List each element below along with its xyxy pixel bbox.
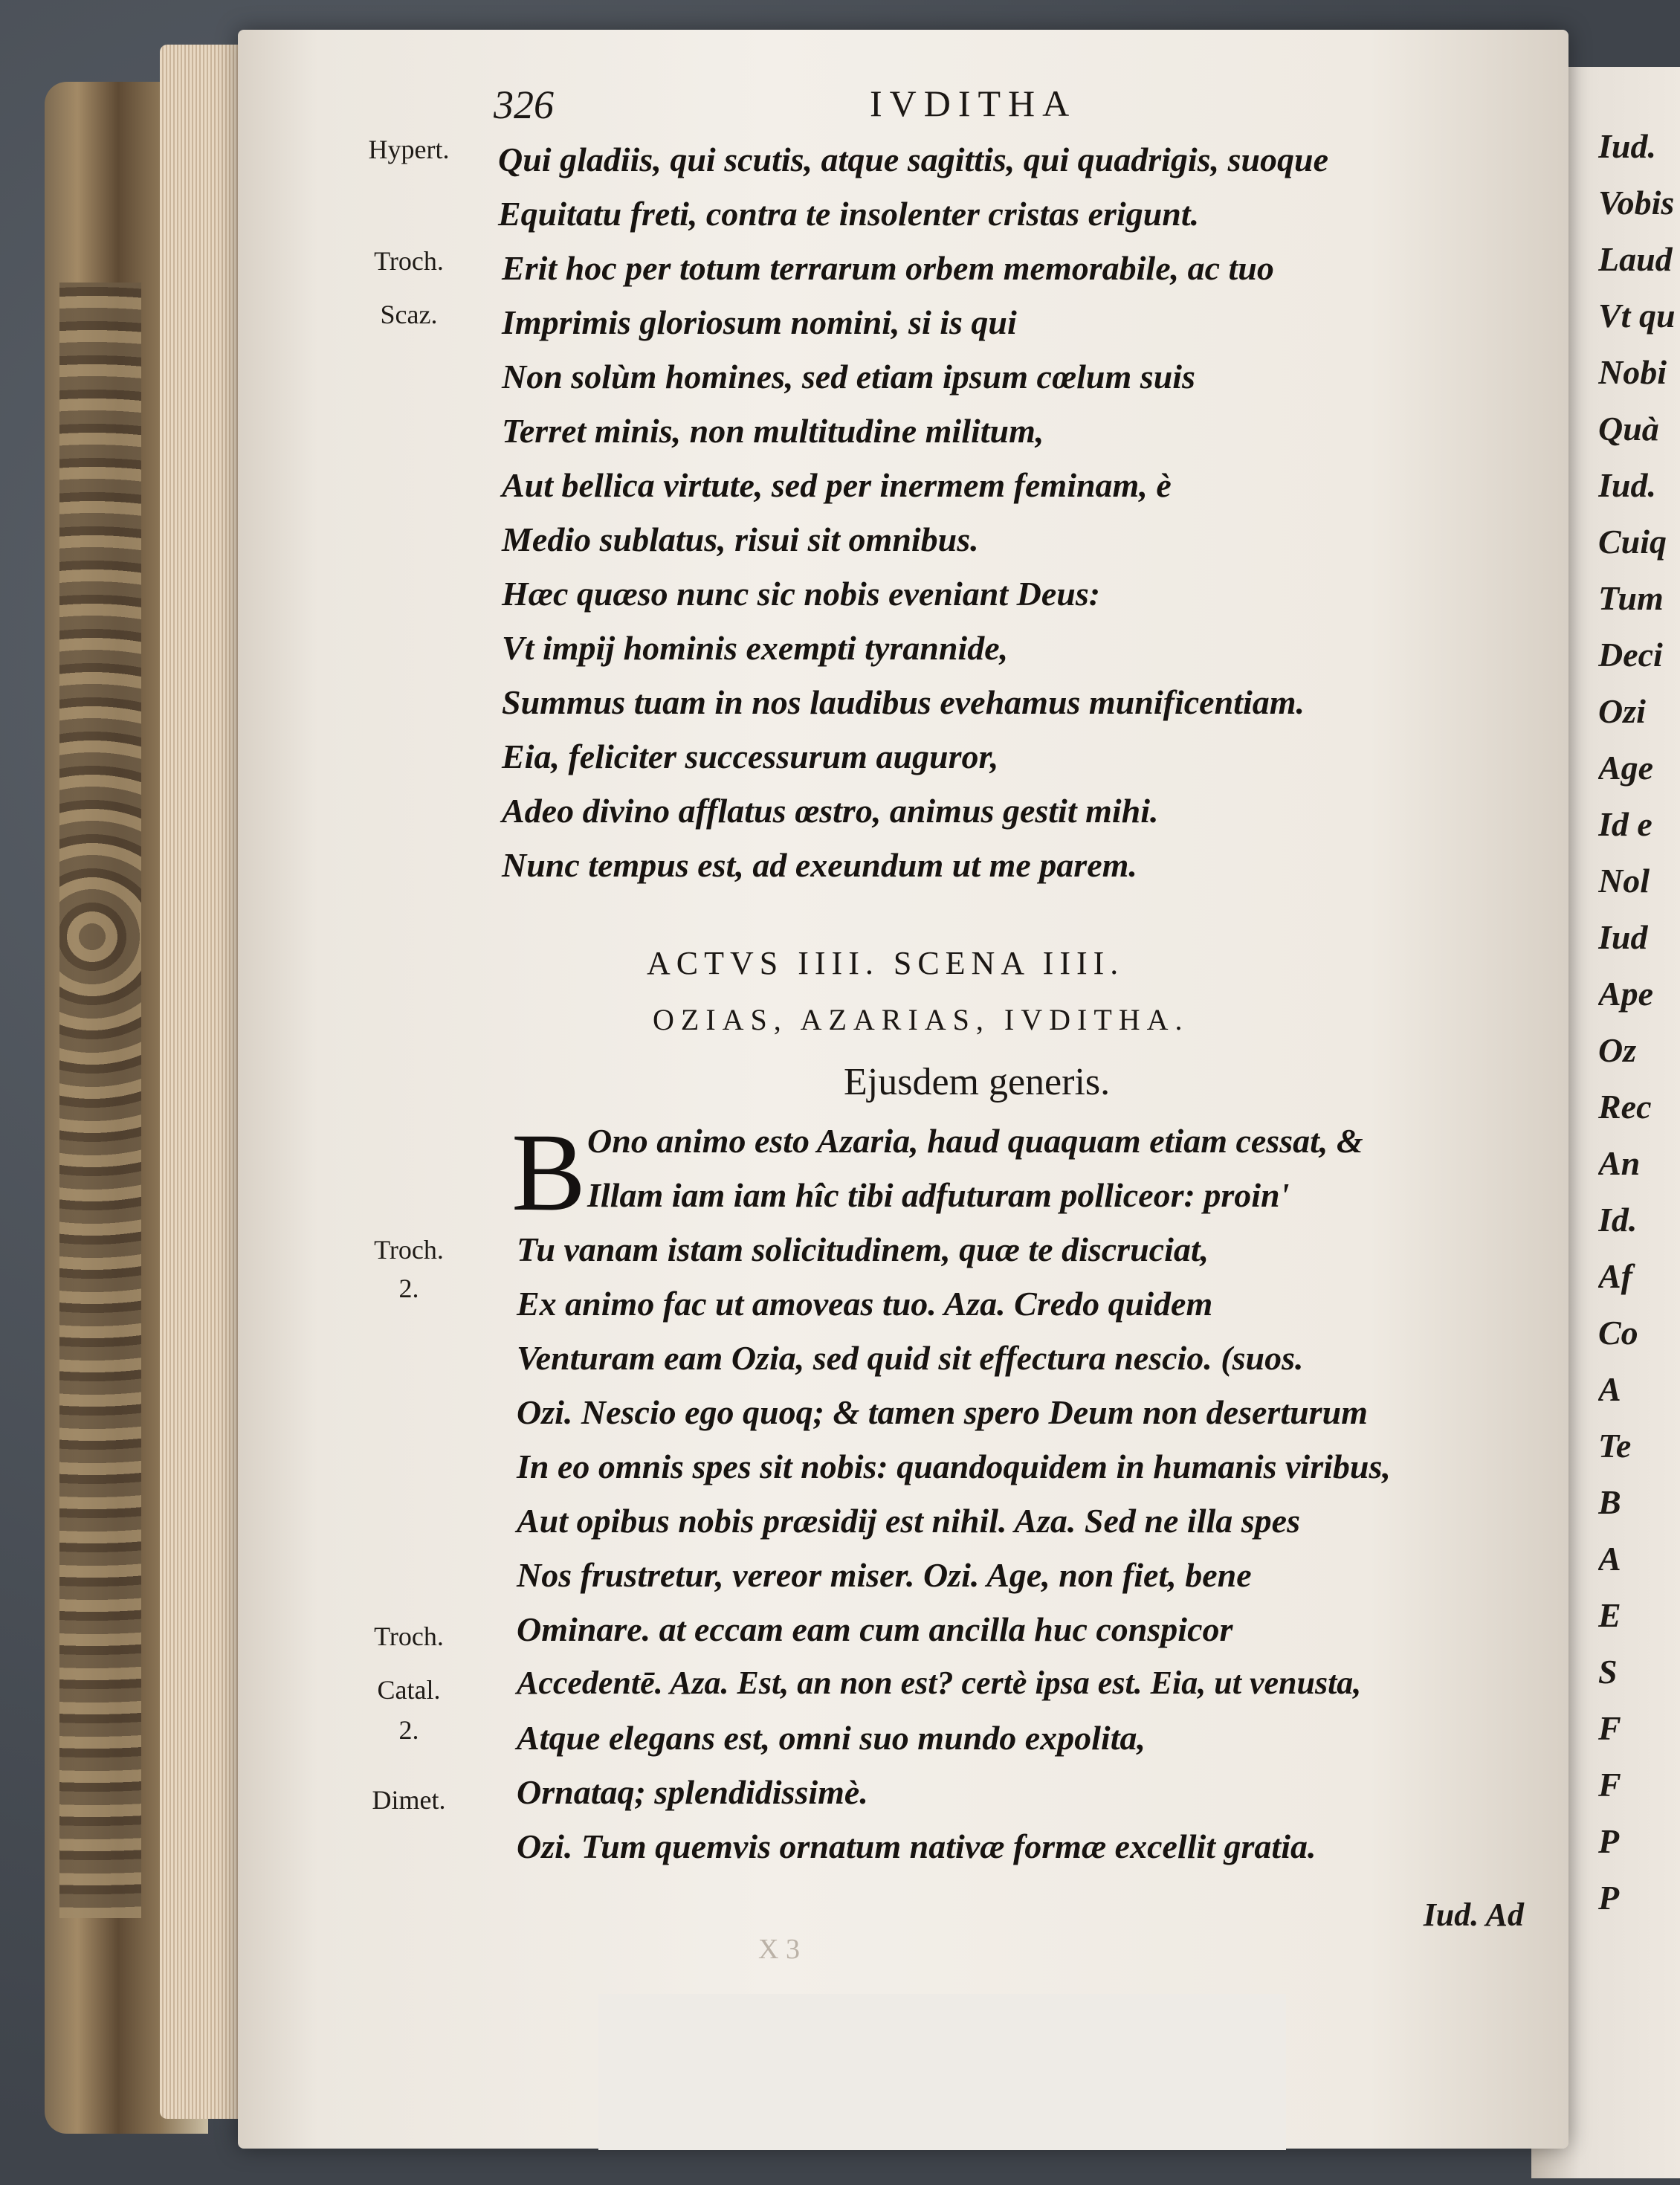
- page-edges: [160, 45, 249, 2119]
- facing-page-line: A: [1598, 1370, 1621, 1408]
- facing-page-line: Iud.: [1598, 127, 1656, 165]
- facing-page-line: F: [1598, 1766, 1621, 1804]
- margin-note: Troch.: [374, 1621, 444, 1651]
- facing-page-line: Af: [1598, 1257, 1632, 1295]
- facing-page-line: Id.: [1598, 1201, 1638, 1239]
- margin-note: Troch.: [374, 246, 444, 276]
- verse-line: Imprimis gloriosum nomini, si is qui: [502, 303, 1017, 341]
- verse-line: Nunc tempus est, ad exeundum ut me parem.: [502, 846, 1137, 884]
- verse-line: Medio sublatus, risui sit omnibus.: [502, 520, 979, 558]
- verse-line: In eo omnis spes sit nobis: quandoquidem in humanis viribus,: [517, 1447, 1391, 1485]
- verse-line: Vt impij hominis exempti tyrannide,: [502, 629, 1009, 667]
- verse-line: Venturam eam Ozia, sed quid sit effectura nescio. (suos.: [517, 1339, 1304, 1377]
- facing-page-line: Cuiq: [1598, 523, 1667, 561]
- facing-page-line: Quà: [1598, 410, 1659, 448]
- verse-line: Atque elegans est, omni suo mundo expolita,: [517, 1719, 1146, 1757]
- verse-line: Terret minis, non multitudine militum,: [502, 412, 1044, 450]
- facing-page-line: B: [1598, 1483, 1621, 1521]
- catchword: Iud. Ad: [1423, 1897, 1524, 1933]
- facing-page-line: Te: [1598, 1427, 1632, 1465]
- margin-note: 2.: [398, 1715, 419, 1745]
- margin-note: Hypert.: [368, 135, 450, 164]
- facing-page-line: An: [1598, 1144, 1641, 1182]
- verse-line: Ozi. Tum quemvis ornatum nativæ formæ excellit gratia.: [517, 1827, 1316, 1865]
- verse-line: Ex animo fac ut amoveas tuo. Aza. Credo quidem: [517, 1285, 1213, 1323]
- verse-line: Hæc quæso nunc sic nobis eveniant Deus:: [502, 575, 1101, 613]
- facing-page-line: Vt qu: [1598, 297, 1676, 335]
- verse-line: Qui gladiis, qui scutis, atque sagittis, qui quadrigis, suoque: [498, 141, 1329, 178]
- verse-line: Illam iam iam hîc tibi adfuturam polliceor: proin': [587, 1176, 1290, 1214]
- facing-page-line: Vobis: [1598, 184, 1675, 222]
- facing-page-line: Ozi: [1598, 692, 1646, 730]
- verse-line: Aut opibus nobis præsidij est nihil. Aza. Sed ne illa spes: [517, 1502, 1300, 1540]
- verse-line: Equitatu freti, contra te insolenter cristas erigunt.: [498, 195, 1200, 233]
- page-number: 326: [494, 83, 554, 127]
- label-sticker: [598, 1994, 1286, 2150]
- personae-heading: OZIAS, AZARIAS, IVDITHA.: [653, 1003, 1189, 1036]
- facing-page-line: A: [1598, 1540, 1621, 1578]
- verse-line: Tu vanam istam solicitudinem, quæ te discruciat,: [517, 1230, 1209, 1268]
- facing-page-line: Oz: [1598, 1031, 1637, 1069]
- facing-page-line: Iud.: [1598, 466, 1656, 504]
- facing-page-line: Nobi: [1598, 353, 1667, 391]
- facing-page-line: Iud: [1598, 918, 1648, 956]
- facing-page-line: Deci: [1598, 636, 1663, 674]
- facing-page-line: Ape: [1598, 975, 1654, 1013]
- verse-line: Adeo divino afflatus œstro, animus gestit mihi.: [502, 792, 1159, 830]
- marbled-cover: [59, 283, 141, 1918]
- facing-page-line: Age: [1598, 749, 1654, 787]
- facing-page-line: Id e: [1598, 805, 1652, 843]
- drop-cap: B: [511, 1111, 587, 1234]
- verse-line: Aut bellica virtute, sed per inermem feminam, è: [502, 466, 1172, 504]
- act-heading: ACTVS IIII. SCENA IIII.: [647, 945, 1125, 981]
- running-head: IVDITHA: [870, 83, 1077, 124]
- signature-mark: X 3: [758, 1934, 800, 1965]
- verse-line: Ono animo esto Azaria, haud quaquam etiam cessat, &: [587, 1122, 1363, 1160]
- verse-line: Eia, feliciter successurum auguror,: [502, 738, 999, 775]
- verse-line: Erit hoc per totum terrarum orbem memorabile, ac tuo: [502, 249, 1274, 287]
- facing-page-line: E: [1598, 1596, 1621, 1634]
- facing-page-line: Tum: [1598, 579, 1664, 617]
- facing-page-line: Rec: [1598, 1088, 1652, 1126]
- margin-note: Catal.: [377, 1675, 441, 1705]
- margin-note: Troch.: [374, 1235, 444, 1265]
- genus-heading: Ejusdem generis.: [844, 1061, 1111, 1103]
- facing-page-line: Nol: [1598, 862, 1650, 900]
- verse-line: Ornataq; splendidissimè.: [517, 1773, 868, 1811]
- verse-line: Accedentē. Aza. Est, an non est? certè ipsa est. Eia, ut venusta,: [517, 1665, 1362, 1701]
- margin-note: Dimet.: [372, 1785, 446, 1815]
- margin-note: Scaz.: [380, 300, 438, 329]
- verse-line: Nos frustretur, vereor miser. Ozi. Age, non fiet, bene: [517, 1556, 1252, 1594]
- facing-page-line: S: [1598, 1653, 1618, 1691]
- margin-note: 2.: [398, 1274, 419, 1303]
- facing-page-text: [1598, 126, 1680, 1934]
- verse-line: Summus tuam in nos laudibus evehamus munificentiam.: [502, 683, 1305, 721]
- facing-page-line: Laud: [1598, 240, 1673, 278]
- facing-page-line: P: [1598, 1822, 1620, 1860]
- verse-line: Ominare. at eccam eam cum ancilla huc conspicor: [517, 1610, 1233, 1648]
- verse-line: Non solùm homines, sed etiam ipsum cœlum suis: [502, 358, 1195, 396]
- verse-line: Ozi. Nescio ego quoq; & tamen spero Deum non deserturum: [517, 1393, 1368, 1431]
- facing-page-line: F: [1598, 1709, 1621, 1747]
- facing-page-line: P: [1598, 1879, 1620, 1917]
- facing-page-line: Co: [1598, 1314, 1638, 1352]
